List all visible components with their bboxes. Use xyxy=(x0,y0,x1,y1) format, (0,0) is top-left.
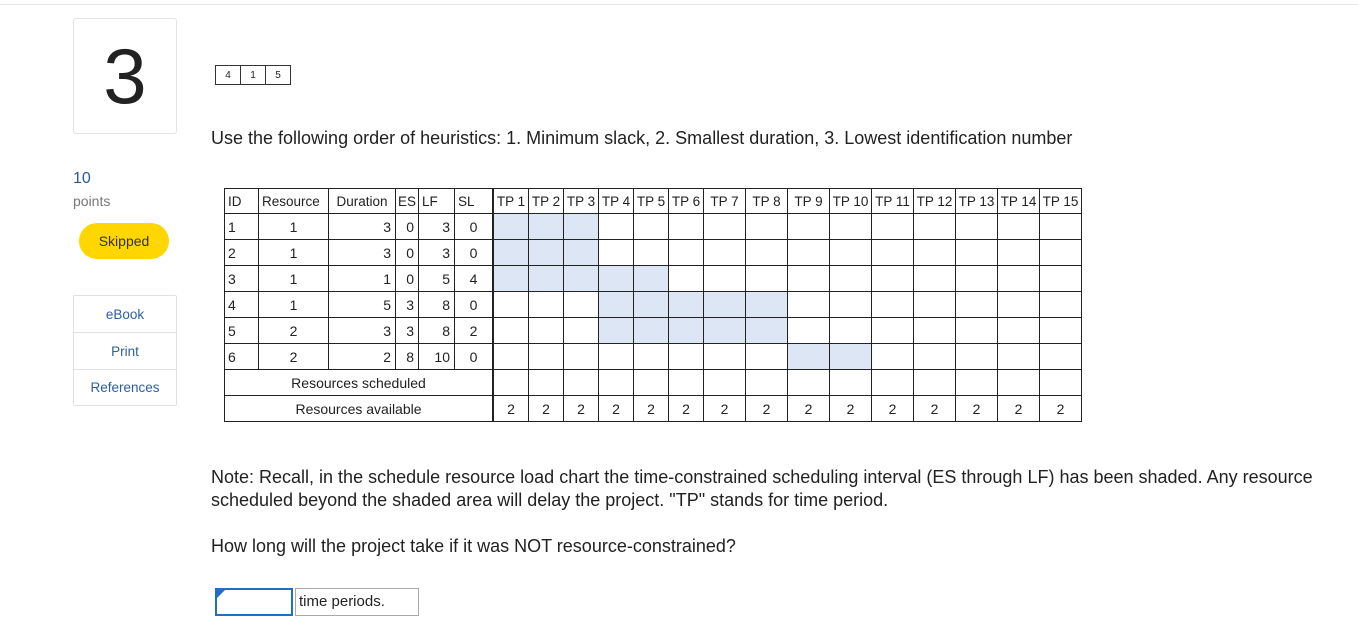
tp-cell[interactable] xyxy=(830,344,872,370)
answer-input[interactable] xyxy=(215,588,293,616)
tp-cell[interactable] xyxy=(788,214,830,240)
resources-scheduled-row xyxy=(225,370,1082,396)
tp-cell[interactable] xyxy=(1040,318,1082,344)
tp-cell[interactable] xyxy=(634,214,669,240)
available-cell: 2 xyxy=(493,396,529,422)
tp-cell[interactable] xyxy=(493,318,529,344)
col-header: TP 1 xyxy=(493,189,529,214)
tp-cell[interactable] xyxy=(529,344,564,370)
input-flag-icon xyxy=(217,590,225,598)
col-header: TP 7 xyxy=(704,189,746,214)
tp-cell[interactable] xyxy=(634,266,669,292)
tp-cell[interactable] xyxy=(529,214,564,240)
col-header: SL xyxy=(455,189,494,214)
tp-cell[interactable] xyxy=(1040,344,1082,370)
scheduled-cell[interactable] xyxy=(704,370,746,396)
tp-cell[interactable] xyxy=(788,292,830,318)
points-value: 10 xyxy=(73,170,91,187)
tp-cell[interactable] xyxy=(493,266,529,292)
tp-cell[interactable] xyxy=(493,240,529,266)
cell-id: 1 xyxy=(225,214,259,240)
tp-cell[interactable] xyxy=(914,344,956,370)
scheduled-cell[interactable] xyxy=(599,370,634,396)
cell-duration: 2 xyxy=(329,344,396,370)
tp-cell[interactable] xyxy=(746,292,788,318)
answer-unit-label: time periods. xyxy=(295,588,419,616)
scheduled-cell[interactable] xyxy=(788,370,830,396)
tp-cell[interactable] xyxy=(1040,292,1082,318)
tp-cell[interactable] xyxy=(830,318,872,344)
available-cell: 2 xyxy=(956,396,998,422)
tp-cell[interactable] xyxy=(529,292,564,318)
cell-es: 8 xyxy=(396,344,419,370)
cell-sl: 4 xyxy=(455,266,494,292)
cell-id: 3 xyxy=(225,266,259,292)
tp-cell[interactable] xyxy=(872,214,914,240)
tp-cell[interactable] xyxy=(956,344,998,370)
tp-cell[interactable] xyxy=(669,292,704,318)
col-header: TP 14 xyxy=(998,189,1040,214)
tp-cell[interactable] xyxy=(669,344,704,370)
tp-cell[interactable] xyxy=(998,266,1040,292)
cell-resource: 1 xyxy=(259,266,329,292)
cell-resource: 1 xyxy=(259,240,329,266)
note-text: Note: Recall, in the schedule resource load chart the time-constrained scheduling interval (ES through LF) has been shaded. Any resource scheduled beyond the shaded area will delay the project. "TP" stands for time period. xyxy=(211,467,1313,510)
tp-cell[interactable] xyxy=(634,318,669,344)
tp-cell[interactable] xyxy=(788,344,830,370)
col-header: TP 10 xyxy=(830,189,872,214)
scheduled-cell[interactable] xyxy=(746,370,788,396)
table-row xyxy=(225,266,1082,292)
tp-cell[interactable] xyxy=(788,240,830,266)
tp-cell[interactable] xyxy=(872,344,914,370)
tp-cell[interactable] xyxy=(564,214,599,240)
tp-cell[interactable] xyxy=(998,344,1040,370)
cell-sl: 0 xyxy=(455,292,494,318)
cell-duration: 5 xyxy=(329,292,396,318)
status-badge: Skipped xyxy=(79,223,169,259)
tp-cell[interactable] xyxy=(493,292,529,318)
resources-available-label: Resources available xyxy=(225,396,494,422)
network-node-id: 1 xyxy=(241,66,266,84)
available-cell: 2 xyxy=(599,396,634,422)
cell-duration: 1 xyxy=(329,266,396,292)
tp-cell[interactable] xyxy=(634,292,669,318)
points-label: points xyxy=(73,193,111,209)
question-number: 3 xyxy=(73,18,177,134)
tp-cell[interactable] xyxy=(599,318,634,344)
available-cell: 2 xyxy=(830,396,872,422)
tp-cell[interactable] xyxy=(529,266,564,292)
col-header: TP 5 xyxy=(634,189,669,214)
col-header: TP 6 xyxy=(669,189,704,214)
cell-lf: 3 xyxy=(419,214,455,240)
tp-cell[interactable] xyxy=(998,292,1040,318)
cell-id: 4 xyxy=(225,292,259,318)
tp-cell[interactable] xyxy=(493,344,529,370)
cell-es: 0 xyxy=(396,266,419,292)
resource-load-chart xyxy=(224,188,1082,422)
cell-sl: 0 xyxy=(455,214,494,240)
available-cell: 2 xyxy=(788,396,830,422)
tp-cell[interactable] xyxy=(872,318,914,344)
tp-cell[interactable] xyxy=(746,318,788,344)
tp-cell[interactable] xyxy=(669,318,704,344)
tp-cell[interactable] xyxy=(830,292,872,318)
tp-cell[interactable] xyxy=(669,240,704,266)
tp-cell[interactable] xyxy=(746,266,788,292)
available-cell: 2 xyxy=(1040,396,1082,422)
col-header: TP 4 xyxy=(599,189,634,214)
cell-id: 6 xyxy=(225,344,259,370)
tp-cell[interactable] xyxy=(788,266,830,292)
scheduled-cell[interactable] xyxy=(634,370,669,396)
tp-cell[interactable] xyxy=(564,318,599,344)
tp-cell[interactable] xyxy=(704,266,746,292)
references-link[interactable]: References xyxy=(90,380,160,395)
cell-sl: 0 xyxy=(455,344,494,370)
cell-lf: 8 xyxy=(419,318,455,344)
table-row xyxy=(225,214,1082,240)
tp-cell[interactable] xyxy=(830,214,872,240)
col-header: TP 11 xyxy=(872,189,914,214)
tp-cell[interactable] xyxy=(872,266,914,292)
tp-cell[interactable] xyxy=(564,292,599,318)
col-header: TP 8 xyxy=(746,189,788,214)
tp-cell[interactable] xyxy=(529,318,564,344)
cell-resource: 2 xyxy=(259,344,329,370)
scheduled-cell[interactable] xyxy=(872,370,914,396)
scheduled-cell[interactable] xyxy=(914,370,956,396)
cell-lf: 8 xyxy=(419,292,455,318)
table-row xyxy=(225,344,1082,370)
available-cell: 2 xyxy=(998,396,1040,422)
cell-resource: 1 xyxy=(259,292,329,318)
table-row xyxy=(225,318,1082,344)
col-header: TP 13 xyxy=(956,189,998,214)
tp-cell[interactable] xyxy=(564,344,599,370)
col-header: TP 3 xyxy=(564,189,599,214)
tp-cell[interactable] xyxy=(564,266,599,292)
available-cell: 2 xyxy=(529,396,564,422)
cell-lf: 10 xyxy=(419,344,455,370)
available-cell: 2 xyxy=(914,396,956,422)
tp-cell[interactable] xyxy=(746,344,788,370)
scheduled-cell[interactable] xyxy=(830,370,872,396)
cell-duration: 3 xyxy=(329,318,396,344)
cell-es: 3 xyxy=(396,292,419,318)
tp-cell[interactable] xyxy=(956,214,998,240)
scheduled-cell[interactable] xyxy=(1040,370,1082,396)
cell-resource: 1 xyxy=(259,214,329,240)
col-header: TP 2 xyxy=(529,189,564,214)
tp-cell[interactable] xyxy=(1040,266,1082,292)
cell-duration: 3 xyxy=(329,214,396,240)
instruction-text: Use the following order of heuristics: 1. Minimum slack, 2. Smallest duration, 3. Lowest identification number xyxy=(211,128,1073,148)
tp-cell[interactable] xyxy=(914,292,956,318)
available-cell: 2 xyxy=(669,396,704,422)
available-cell: 2 xyxy=(704,396,746,422)
cell-sl: 0 xyxy=(455,240,494,266)
tp-cell[interactable] xyxy=(493,214,529,240)
tp-cell[interactable] xyxy=(872,292,914,318)
scheduled-cell[interactable] xyxy=(998,370,1040,396)
tp-cell[interactable] xyxy=(914,240,956,266)
tp-cell[interactable] xyxy=(599,292,634,318)
tp-cell[interactable] xyxy=(998,214,1040,240)
available-cell: 2 xyxy=(746,396,788,422)
tp-cell[interactable] xyxy=(956,240,998,266)
tp-cell[interactable] xyxy=(599,266,634,292)
question-prompt: How long will the project take if it was NOT resource-constrained? xyxy=(211,536,736,556)
network-node-ef: 5 xyxy=(275,69,281,81)
network-fragment xyxy=(215,65,291,85)
tp-cell[interactable] xyxy=(564,240,599,266)
tp-cell[interactable] xyxy=(599,214,634,240)
tp-cell[interactable] xyxy=(914,318,956,344)
cell-es: 0 xyxy=(396,240,419,266)
col-header: ID xyxy=(225,189,259,214)
col-header: Duration xyxy=(329,189,396,214)
cell-lf: 5 xyxy=(419,266,455,292)
tp-cell[interactable] xyxy=(634,240,669,266)
scheduled-cell[interactable] xyxy=(493,370,529,396)
scheduled-cell[interactable] xyxy=(564,370,599,396)
available-cell: 2 xyxy=(564,396,599,422)
tp-cell[interactable] xyxy=(956,292,998,318)
available-cell: 2 xyxy=(872,396,914,422)
col-header: TP 15 xyxy=(1040,189,1082,214)
tp-cell[interactable] xyxy=(599,240,634,266)
tp-cell[interactable] xyxy=(669,214,704,240)
cell-resource: 2 xyxy=(259,318,329,344)
tp-cell[interactable] xyxy=(704,240,746,266)
tp-cell[interactable] xyxy=(956,266,998,292)
scheduled-cell[interactable] xyxy=(529,370,564,396)
network-node-es: 4 xyxy=(216,66,241,84)
tp-cell[interactable] xyxy=(704,318,746,344)
cell-es: 0 xyxy=(396,214,419,240)
tp-cell[interactable] xyxy=(956,318,998,344)
resources-available-row xyxy=(225,396,1082,422)
tp-cell[interactable] xyxy=(669,266,704,292)
col-header: TP 12 xyxy=(914,189,956,214)
tp-cell[interactable] xyxy=(998,240,1040,266)
print-link[interactable]: Print xyxy=(74,333,176,370)
tp-cell[interactable] xyxy=(872,240,914,266)
tp-cell[interactable] xyxy=(830,240,872,266)
ebook-link[interactable]: eBook xyxy=(74,296,176,333)
tp-cell[interactable] xyxy=(746,240,788,266)
tp-cell[interactable] xyxy=(746,214,788,240)
cell-id: 2 xyxy=(225,240,259,266)
tp-cell[interactable] xyxy=(599,344,634,370)
tp-cell[interactable] xyxy=(704,344,746,370)
col-header: LF xyxy=(419,189,455,214)
col-header: Resource xyxy=(259,189,329,214)
side-links xyxy=(73,295,177,406)
tp-cell[interactable] xyxy=(1040,240,1082,266)
tp-cell[interactable] xyxy=(1040,214,1082,240)
tp-cell[interactable] xyxy=(914,266,956,292)
cell-sl: 2 xyxy=(455,318,494,344)
top-divider xyxy=(0,4,1358,5)
cell-id: 5 xyxy=(225,318,259,344)
cell-duration: 3 xyxy=(329,240,396,266)
cell-lf: 3 xyxy=(419,240,455,266)
available-cell: 2 xyxy=(634,396,669,422)
cell-es: 3 xyxy=(396,318,419,344)
resources-scheduled-label: Resources scheduled xyxy=(225,370,494,396)
tp-cell[interactable] xyxy=(830,266,872,292)
scheduled-cell[interactable] xyxy=(669,370,704,396)
col-header: ES xyxy=(396,189,419,214)
tp-cell[interactable] xyxy=(914,214,956,240)
tp-cell[interactable] xyxy=(704,292,746,318)
col-header: TP 9 xyxy=(788,189,830,214)
tp-cell[interactable] xyxy=(998,318,1040,344)
tp-cell[interactable] xyxy=(529,240,564,266)
tp-cell[interactable] xyxy=(634,344,669,370)
table-row xyxy=(225,292,1082,318)
tp-cell[interactable] xyxy=(788,318,830,344)
tp-cell[interactable] xyxy=(704,214,746,240)
table-row xyxy=(225,240,1082,266)
scheduled-cell[interactable] xyxy=(956,370,998,396)
